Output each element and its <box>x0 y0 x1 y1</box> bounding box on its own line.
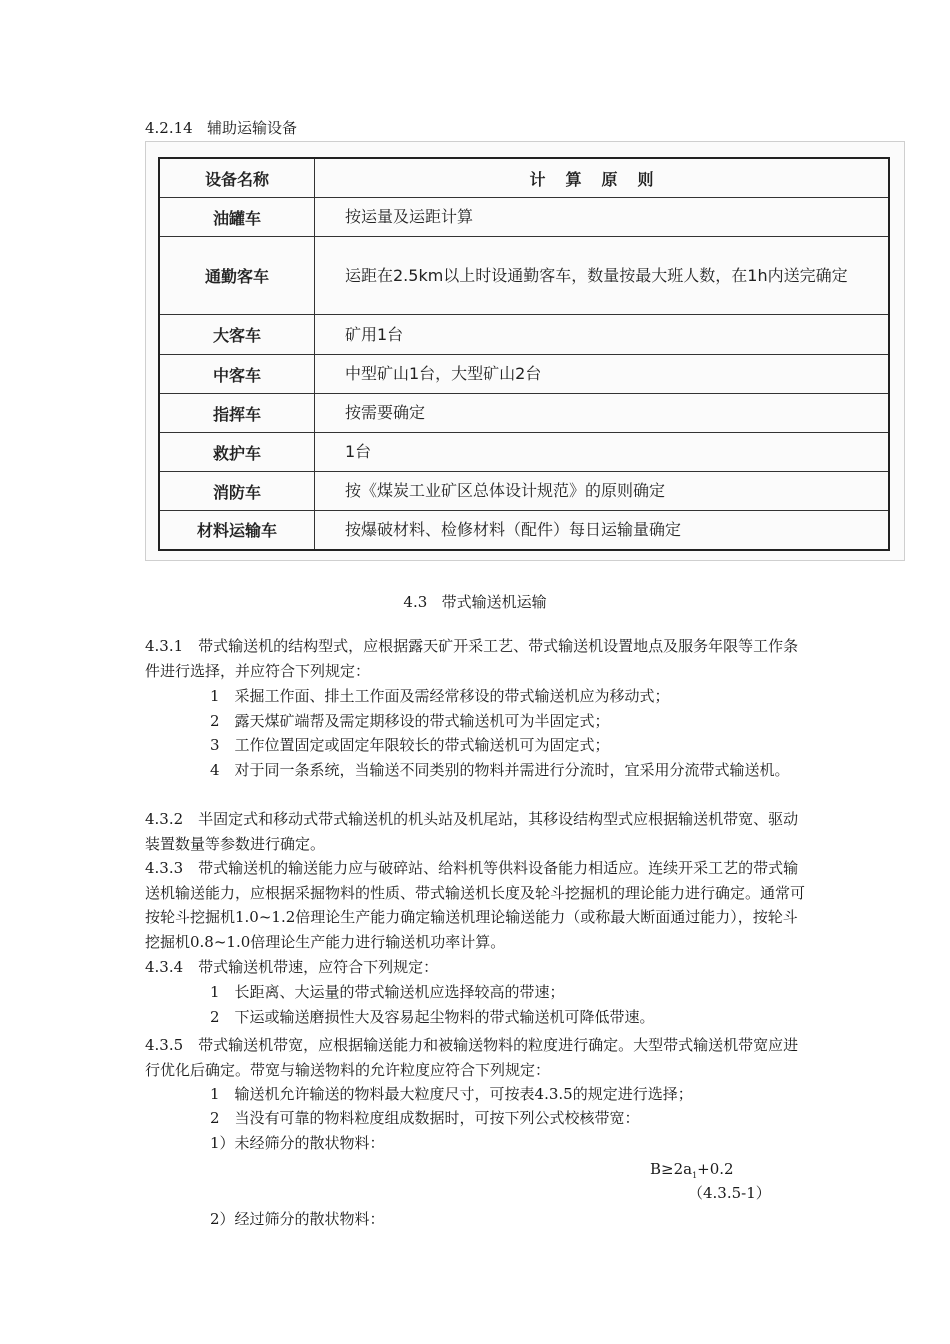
clause-subitem: 1）未经筛分的散状物料： <box>210 1134 385 1152</box>
header-calculation-principle: 计算原则 <box>315 158 890 198</box>
section-heading-4-2-14 <box>145 117 297 139</box>
header-equipment-name: 设备名称 <box>159 158 315 198</box>
scanned-table-image <box>145 141 905 561</box>
clause-item: 2 当没有可靠的物料粒度组成数据时，可按下列公式校核带宽： <box>210 1109 640 1127</box>
table-row <box>159 198 889 237</box>
clause-4-3-1: 4.3.1 带式输送机的结构型式，应根据露天矿开采工艺、带式输送机设置地点及服务年限等工作条件进行选择，并应符合下列规定： <box>145 637 799 680</box>
calculation-rule: 按运量及运距计算 <box>315 198 890 237</box>
table-row <box>159 472 889 511</box>
equipment-name: 通勤客车 <box>159 237 315 315</box>
formula-subscript: 1 <box>692 1171 698 1180</box>
formula-rhs: +0.2 <box>697 1160 734 1178</box>
calculation-rule: 按需要确定 <box>315 394 890 433</box>
table-row <box>159 433 889 472</box>
table-row <box>159 315 889 355</box>
table-row <box>159 394 889 433</box>
clause-4-3-4: 4.3.4 带式输送机带速，应符合下列规定： <box>145 958 439 976</box>
calculation-rule: 运距在2.5km以上时设通勤客车，数量按最大班人数，在1h内送完确定 <box>315 237 890 315</box>
equipment-name: 大客车 <box>159 315 315 355</box>
equipment-name: 指挥车 <box>159 394 315 433</box>
section-number: 4.2.14 <box>145 119 193 137</box>
clause-item: 2 露天煤矿端帮及需定期移设的带式输送机可为半固定式； <box>210 712 610 730</box>
clause-4-3-5: 4.3.5 带式输送机带宽，应根据输送能力和被输送物料的粒度进行确定。大型带式输送机带宽应进行优化后确定。带宽与输送物料的允许粒度应符合下列规定： <box>145 1036 799 1079</box>
clause-item: 4 对于同一条系统，当输送不同类别的物料并需进行分流时，宜采用分流带式输送机。 <box>210 761 790 779</box>
section-title: 辅助运输设备 <box>207 119 298 137</box>
section-title: 带式输送机运输 <box>441 593 547 611</box>
clause-item: 1 长距离、大运量的带式输送机应选择较高的带速； <box>210 983 565 1001</box>
equipment-name: 材料运输车 <box>159 511 315 550</box>
clause-item: 1 采掘工作面、排土工作面及需经常移设的带式输送机应为移动式； <box>210 687 670 705</box>
auxiliary-equipment-table <box>158 157 890 551</box>
table-row <box>159 511 889 550</box>
clause-item: 3 工作位置固定或固定年限较长的带式输送机可为固定式； <box>210 736 610 754</box>
equipment-name: 救护车 <box>159 433 315 472</box>
equation-number: （4.3.5-1） <box>688 1184 771 1202</box>
section-heading-4-3 <box>0 591 950 613</box>
clause-subitem: 2）经过筛分的散状物料： <box>210 1210 385 1228</box>
clause-4-3-3: 4.3.3 带式输送机的输送能力应与破碎站、给料机等供料设备能力相适应。连续开采工艺的带式输送机输送能力，应根据采掘物料的性质、带式输送机长度及轮斗挖掘机的理论能力进行确定。通常可按轮斗挖掘机1.0~1.2倍理论生产能力确定输送机理论输送能力（或称最大断面通过能力），按轮斗挖掘机0.8~1.0倍理论生产能力进行输送机功率计算。 <box>145 859 806 951</box>
table-row <box>159 237 889 315</box>
clause-item: 1 输送机允许输送的物料最大粒度尺寸，可按表4.3.5的规定进行选择； <box>210 1085 693 1103</box>
formula-lhs: B≥2a <box>650 1160 693 1178</box>
calculation-rule: 按爆破材料、检修材料（配件）每日运输量确定 <box>315 511 890 550</box>
clause-item: 2 下运或输送磨损性大及容易起尘物料的带式输送机可降低带速。 <box>210 1008 655 1026</box>
equipment-name: 中客车 <box>159 355 315 394</box>
calculation-rule: 中型矿山1台，大型矿山2台 <box>315 355 890 394</box>
calculation-rule: 按《煤炭工业矿区总体设计规范》的原则确定 <box>315 472 890 511</box>
equipment-name: 油罐车 <box>159 198 315 237</box>
calculation-rule: 1台 <box>315 433 890 472</box>
equipment-name: 消防车 <box>159 472 315 511</box>
calculation-rule: 矿用1台 <box>315 315 890 355</box>
clause-4-3-2: 4.3.2 半固定式和移动式带式输送机的机头站及机尾站，其移设结构型式应根据输送机带宽、驱动装置数量等参数进行确定。 <box>145 810 799 853</box>
table-row <box>159 355 889 394</box>
table-header-row <box>159 158 889 198</box>
section-number: 4.3 <box>403 593 428 611</box>
